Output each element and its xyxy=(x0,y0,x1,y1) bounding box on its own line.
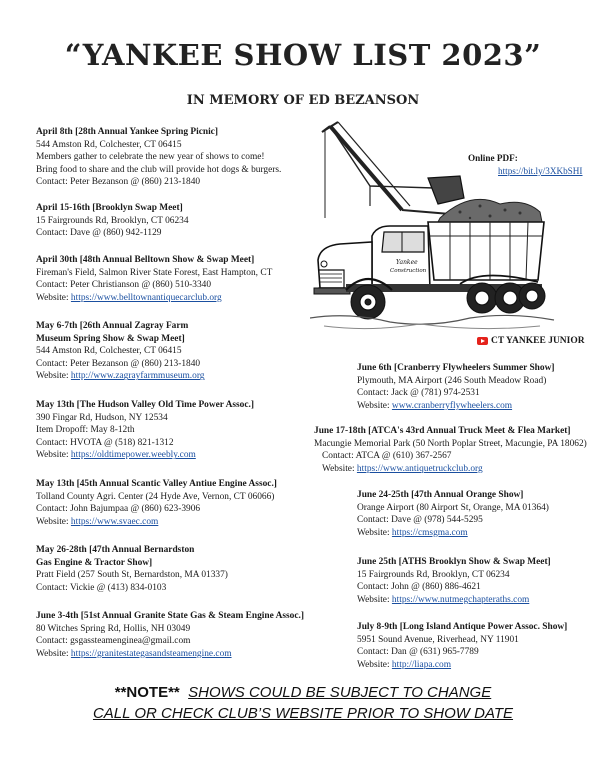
event-heading: July 8-9th [Long Island Antique Power Assoc. Show] xyxy=(357,622,568,632)
event-heading: May 26-28th [47th Annual Bernardston xyxy=(36,545,195,555)
website-link[interactable]: http://liapa.com xyxy=(391,659,452,670)
website-link[interactable]: https://oldtimepower.weebly.com xyxy=(70,450,196,461)
website-label: Website: xyxy=(36,516,69,527)
website-link[interactable]: https://www.nutmegchapteraths.com xyxy=(391,594,530,605)
event-heading: June 24-25th [47th Annual Orange Show] xyxy=(357,490,524,500)
website-link[interactable]: https://www.antiquetruckclub.org xyxy=(356,463,483,474)
event-line: Contact: John Bajumpaa @ (860) 623-3906 xyxy=(36,504,201,515)
note-text-1: SHOWS COULD BE SUBJECT TO CHANGE xyxy=(188,684,492,701)
youtube-channel-label: CT YANKEE JUNIOR xyxy=(491,336,585,346)
event-line: Contact: John @ (860) 886-4621 xyxy=(357,582,481,593)
website-link[interactable]: https://cmsgma.com xyxy=(391,527,468,538)
dump-truck-illustration xyxy=(310,118,555,338)
website-label: Website: xyxy=(36,371,69,382)
event-line: 544 Amston Rd, Colchester, CT 06415 xyxy=(36,139,182,150)
note-line-2 xyxy=(0,705,606,722)
website-link[interactable]: https://www.belltownantiquecarclub.org xyxy=(70,292,222,303)
event-right-3 xyxy=(357,556,551,606)
truck-sign-line2: Construction xyxy=(390,268,427,274)
event-heading-cont: Museum Spring Show & Swap Meet] xyxy=(36,333,185,344)
page-title: “YANKEE SHOW LIST 2023” xyxy=(64,38,542,72)
event-line: Contact: Dave @ (978) 544-5295 xyxy=(357,515,483,526)
event-line: Contact: Vickie @ (413) 834-0103 xyxy=(36,582,167,593)
event-line: 15 Fairgrounds Rd, Brooklyn, CT 06234 xyxy=(36,215,189,226)
event-line: Item Dropoff: May 8-12th xyxy=(36,425,135,436)
event-line: Macungie Memorial Park (50 North Poplar Street, Macungie, PA 18062) xyxy=(314,438,587,449)
bucket-icon xyxy=(428,176,464,204)
event-heading: June 17-18th [ATCA's 43rd Annual Truck Meet & Flea Market] xyxy=(314,426,571,436)
website-link[interactable]: http://www.zagrayfarmmuseum.org xyxy=(70,371,205,382)
website-label: Website: xyxy=(36,648,69,659)
website-link[interactable]: https://www.svaec.com xyxy=(70,516,159,527)
page-subtitle: IN MEMORY OF ED BEZANSON xyxy=(186,93,420,108)
note-text-2: CALL OR CHECK CLUB’S WEBSITE PRIOR TO SHOW DATE xyxy=(92,705,514,722)
online-pdf-label: Online PDF: xyxy=(468,153,518,163)
event-line: Members gather to celebrate the new year of shows to come! xyxy=(36,152,265,163)
event-line: 5951 Sound Avenue, Riverhead, NY 11901 xyxy=(357,634,519,645)
event-heading: May 13th [45th Annual Scantic Valley Antiue Engine Assoc.] xyxy=(36,479,277,489)
event-line: 80 Witches Spring Rd, Hollis, NH 03049 xyxy=(36,623,191,634)
website-label: Website: xyxy=(357,659,390,670)
event-heading: April 15-16th [Brooklyn Swap Meet] xyxy=(36,203,183,213)
event-line: Contact: Peter Christianson @ (860) 510-3340 xyxy=(36,280,212,291)
event-left-0 xyxy=(36,126,281,189)
event-line: Bring food to share and the club will provide hot dogs & burgers. xyxy=(36,164,282,175)
event-right-2 xyxy=(357,489,549,539)
event-line: 544 Amston Rd, Colchester, CT 06415 xyxy=(36,346,182,357)
note-line-1 xyxy=(0,684,606,701)
event-line: 15 Fairgrounds Rd, Brooklyn, CT 06234 xyxy=(357,569,510,580)
event-heading: May 13th [The Hudson Valley Old Time Power Assoc.] xyxy=(36,400,254,410)
event-line: Contact: gsgassteamenginea@gmail.com xyxy=(36,636,191,647)
event-left-6 xyxy=(36,544,228,594)
event-heading: June 25th [ATHS Brooklyn Show & Swap Meet] xyxy=(357,557,551,567)
event-heading: April 30th [48th Annual Belltown Show & Swap Meet] xyxy=(36,255,255,265)
event-left-3 xyxy=(36,320,204,383)
event-left-5 xyxy=(36,478,277,528)
youtube-icon xyxy=(477,337,488,345)
event-line: Contact: Jack @ (781) 974-2531 xyxy=(357,388,480,399)
event-left-2 xyxy=(36,254,272,304)
website-link[interactable]: www.cranberryflywheelers.com xyxy=(391,400,513,411)
event-line: Contact: ATCA @ (610) 367-2567 xyxy=(322,451,452,462)
event-line: Contact: HVOTA @ (518) 821-1312 xyxy=(36,437,174,448)
event-heading-cont: Gas Engine & Tractor Show] xyxy=(36,557,153,568)
event-line: Contact: Dave @ (860) 942-1129 xyxy=(36,228,162,239)
event-line: 390 Fingar Rd, Hudson, NY 12534 xyxy=(36,412,168,423)
website-label: Website: xyxy=(36,292,69,303)
event-line: Contact: Peter Bezanson @ (860) 213-1840 xyxy=(36,358,201,369)
website-label: Website: xyxy=(357,594,390,605)
event-left-1 xyxy=(36,202,189,240)
event-line: Orange Airport (80 Airport St, Orange, MA 01364) xyxy=(357,502,549,513)
event-heading: May 6-7th [26th Annual Zagray Farm xyxy=(36,321,189,331)
event-heading: June 6th [Cranberry Flywheelers Summer Show] xyxy=(357,363,555,373)
truck-sign-line1: Yankee xyxy=(396,259,418,266)
event-left-4 xyxy=(36,399,254,462)
event-line: Tolland County Agri. Center (24 Hyde Ave, Vernon, CT 06066) xyxy=(36,491,275,502)
event-line: Contact: Peter Bezanson @ (860) 213-1840 xyxy=(36,177,201,188)
website-link[interactable]: https://granitestategasandsteamengine.com xyxy=(70,648,232,659)
event-right-1 xyxy=(314,425,587,475)
website-label: Website: xyxy=(357,527,390,538)
event-heading: April 8th [28th Annual Yankee Spring Picnic] xyxy=(36,127,218,137)
event-line: Plymouth, MA Airport (246 South Meadow Road) xyxy=(357,375,547,386)
website-label: Website: xyxy=(36,450,69,461)
note-prefix: **NOTE** xyxy=(114,684,180,701)
event-line: Fireman's Field, Salmon River State Forest, East Hampton, CT xyxy=(36,267,273,278)
event-heading: June 3-4th [51st Annual Granite State Gas & Steam Engine Assoc.] xyxy=(36,611,304,621)
online-pdf-link[interactable]: https://bit.ly/3XKbSHI xyxy=(498,165,583,176)
event-right-4 xyxy=(357,621,567,671)
website-label: Website: xyxy=(357,400,390,411)
event-line: Contact: Dan @ (631) 965-7789 xyxy=(357,647,479,658)
website-label: Website: xyxy=(322,463,355,474)
event-line: Pratt Field (257 South St, Bernardston, MA 01337) xyxy=(36,570,228,581)
youtube-channel[interactable] xyxy=(477,336,585,346)
event-right-0 xyxy=(357,362,554,412)
event-left-7 xyxy=(36,610,304,660)
